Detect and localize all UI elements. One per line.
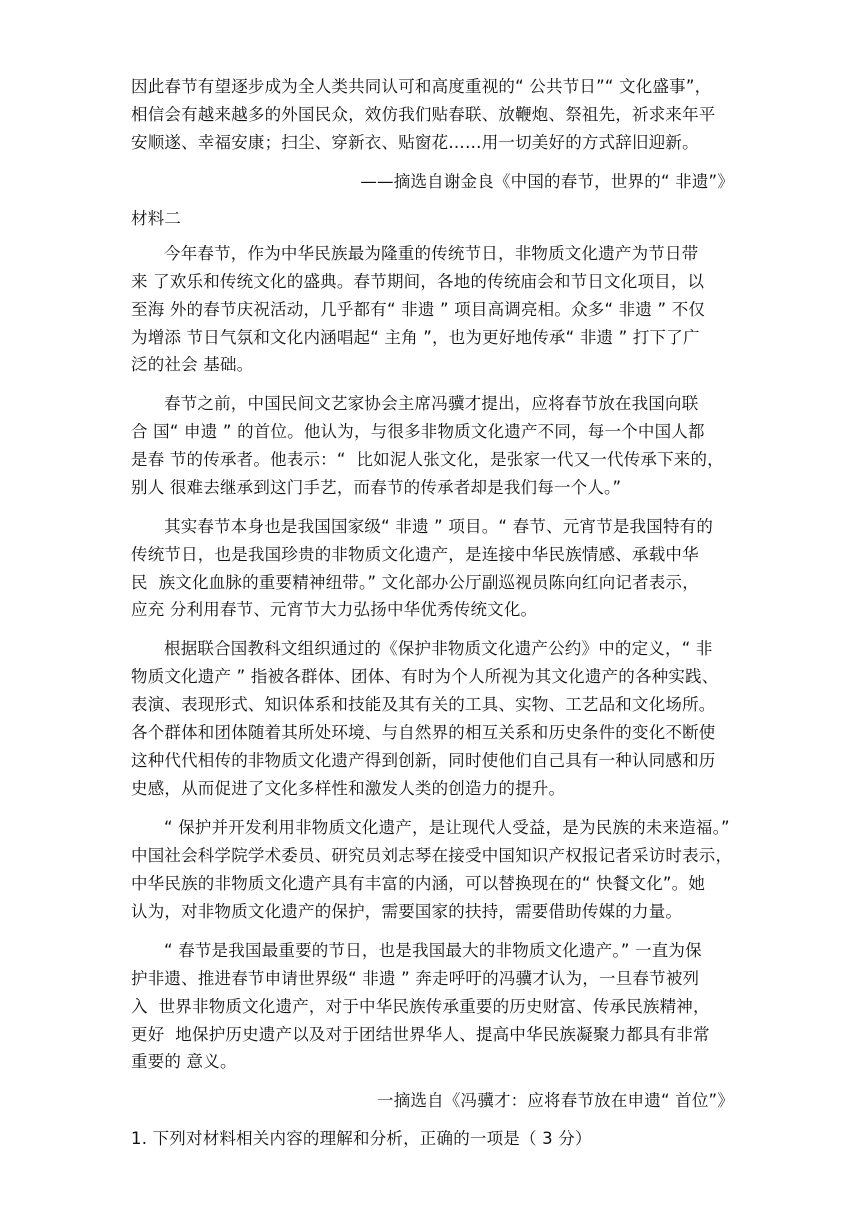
paragraph-line: 物质文化遗产 ” 指被各群体、团体、有时为个人所视为其文化遗产的各种实践、 xyxy=(131,667,719,686)
paragraph-line: 民 族文化血脉的重要精神纽带。” 文化部办公厅副巡视员陈向红向记者表示， xyxy=(131,573,699,592)
paragraph-line: 表演、表现形式、知识体系和技能及其有关的工具、实物、工艺品和文化场所。 xyxy=(131,695,716,714)
paragraph-line: 合 国“ 申遗 ” 的首位。他认为，与很多非物质文化遗产不同，每一个中国人都 xyxy=(131,422,705,441)
paragraph-line: “ 春节是我国最重要的节日，也是我国最大的非物质文化遗产。” 一直为保 xyxy=(164,941,702,960)
paragraph-line: 护非遗、推进春节申请世界级“ 非遗 ” 奔走呼吁的冯骥才认为，一旦春节被列 xyxy=(131,969,700,988)
paragraph-line: 传统节日，也是我国珍贵的非物质文化遗产，是连接中华民族情感、承载中华 xyxy=(131,545,699,564)
paragraph-line: 至海 外的春节庆祝活动，几乎都有“ 非遗 ” 项目高调亮相。众多“ 非遗 ” 不仅 xyxy=(131,300,706,319)
paragraph-line: 认为，对非物质文化遗产的保护，需要国家的扶持，需要借助传媒的力量。 xyxy=(131,902,683,921)
paragraph-line: 今年春节，作为中华民族最为隆重的传统节日，非物质文化遗产为节日带 xyxy=(164,244,699,263)
paragraph-line: 重要的 意义。 xyxy=(131,1052,237,1071)
question: 1. 下列对材料相关内容的理解和分析，正确的一项是（ 3 分） xyxy=(131,1129,592,1148)
paragraph-line: 安顺遂、幸福安康；扫尘、穿新衣、贴窗花……用一切美好的方式辞旧迎新。 xyxy=(131,133,699,152)
paragraph-line: 应充 分利用春节、元宵节大力弘扬中华优秀传统文化。 xyxy=(131,600,538,619)
paragraph-line: 相信会有越来越多的外国民众，效仿我们贴春联、放鞭炮、祭祖先，祈求来年平 xyxy=(131,105,716,124)
paragraph-line: 这种代代相传的非物质文化遗产得到创新，同时使他们自己具有一种认同感和历 xyxy=(131,751,716,770)
section-heading: 材料二 xyxy=(131,209,182,228)
citation: ——摘选自谢金良《中国的春节，世界的“ 非遗”》 xyxy=(360,172,734,191)
paragraph-line: 史感，从而促进了文化多样性和激发人类的创造力的提升。 xyxy=(131,779,566,798)
paragraph-line: 其实春节本身也是我国国家级“ 非遗 ” 项目。“ 春节、元宵节是我国特有的 xyxy=(164,517,714,536)
paragraph-line: 是春 节的传承者。他表示：“ 比如泥人张文化，是张家一代又一代传承下来的， xyxy=(131,450,724,469)
paragraph-line: 中华民族的非物质文化遗产具有丰富的内涵，可以替换现在的“ 快餐文化”。她 xyxy=(131,874,706,893)
paragraph-line: 因此春节有望逐步成为全人类共同认可和高度重视的“ 公共节日”“ 文化盛事”， xyxy=(131,77,712,96)
paragraph-line: 为增添 节日气氛和文化内涵唱起“ 主角 ”，也为更好地传承“ 非遗 ” 打下了广 xyxy=(131,328,700,347)
paragraph-line: 各个群体和团体随着其所处环境、与自然界的相互关系和历史条件的变化不断使 xyxy=(131,723,716,742)
paragraph-line: “ 保护并开发利用非物质文化遗产，是让现代人受益，是为民族的未来造福。” xyxy=(164,818,730,837)
paragraph-line: 中国社会科学院学术委员、研究员刘志琴在接受中国知识产权报记者采访时表示， xyxy=(131,846,733,865)
citation: 一摘选自《冯骥才：应将春节放在申遗“ 首位”》 xyxy=(377,1091,734,1110)
paragraph-line: 别人 很难去继承到这门手艺，而春节的传承者却是我们每一个人。” xyxy=(131,478,622,497)
paragraph-line: 春节之前，中国民间文艺家协会主席冯骥才提出，应将春节放在我国向联 xyxy=(164,394,699,413)
paragraph-line: 泛的社会 基础。 xyxy=(131,355,254,374)
paragraph-line: 入 世界非物质文化遗产，对于中华民族传承重要的历史财富、传承民族精神， xyxy=(131,997,710,1016)
paragraph-line: 根据联合国教科文组织通过的《保护非物质文化遗产公约》中的定义，“ 非 xyxy=(164,639,713,658)
paragraph-line: 来 了欢乐和传统文化的盛典。春节期间，各地的传统庙会和节日文化项目，以 xyxy=(131,272,705,291)
paragraph-line: 更好 地保护历史遗产以及对于团结世界华人、提高中华民族凝聚力都具有非常 xyxy=(131,1025,710,1044)
